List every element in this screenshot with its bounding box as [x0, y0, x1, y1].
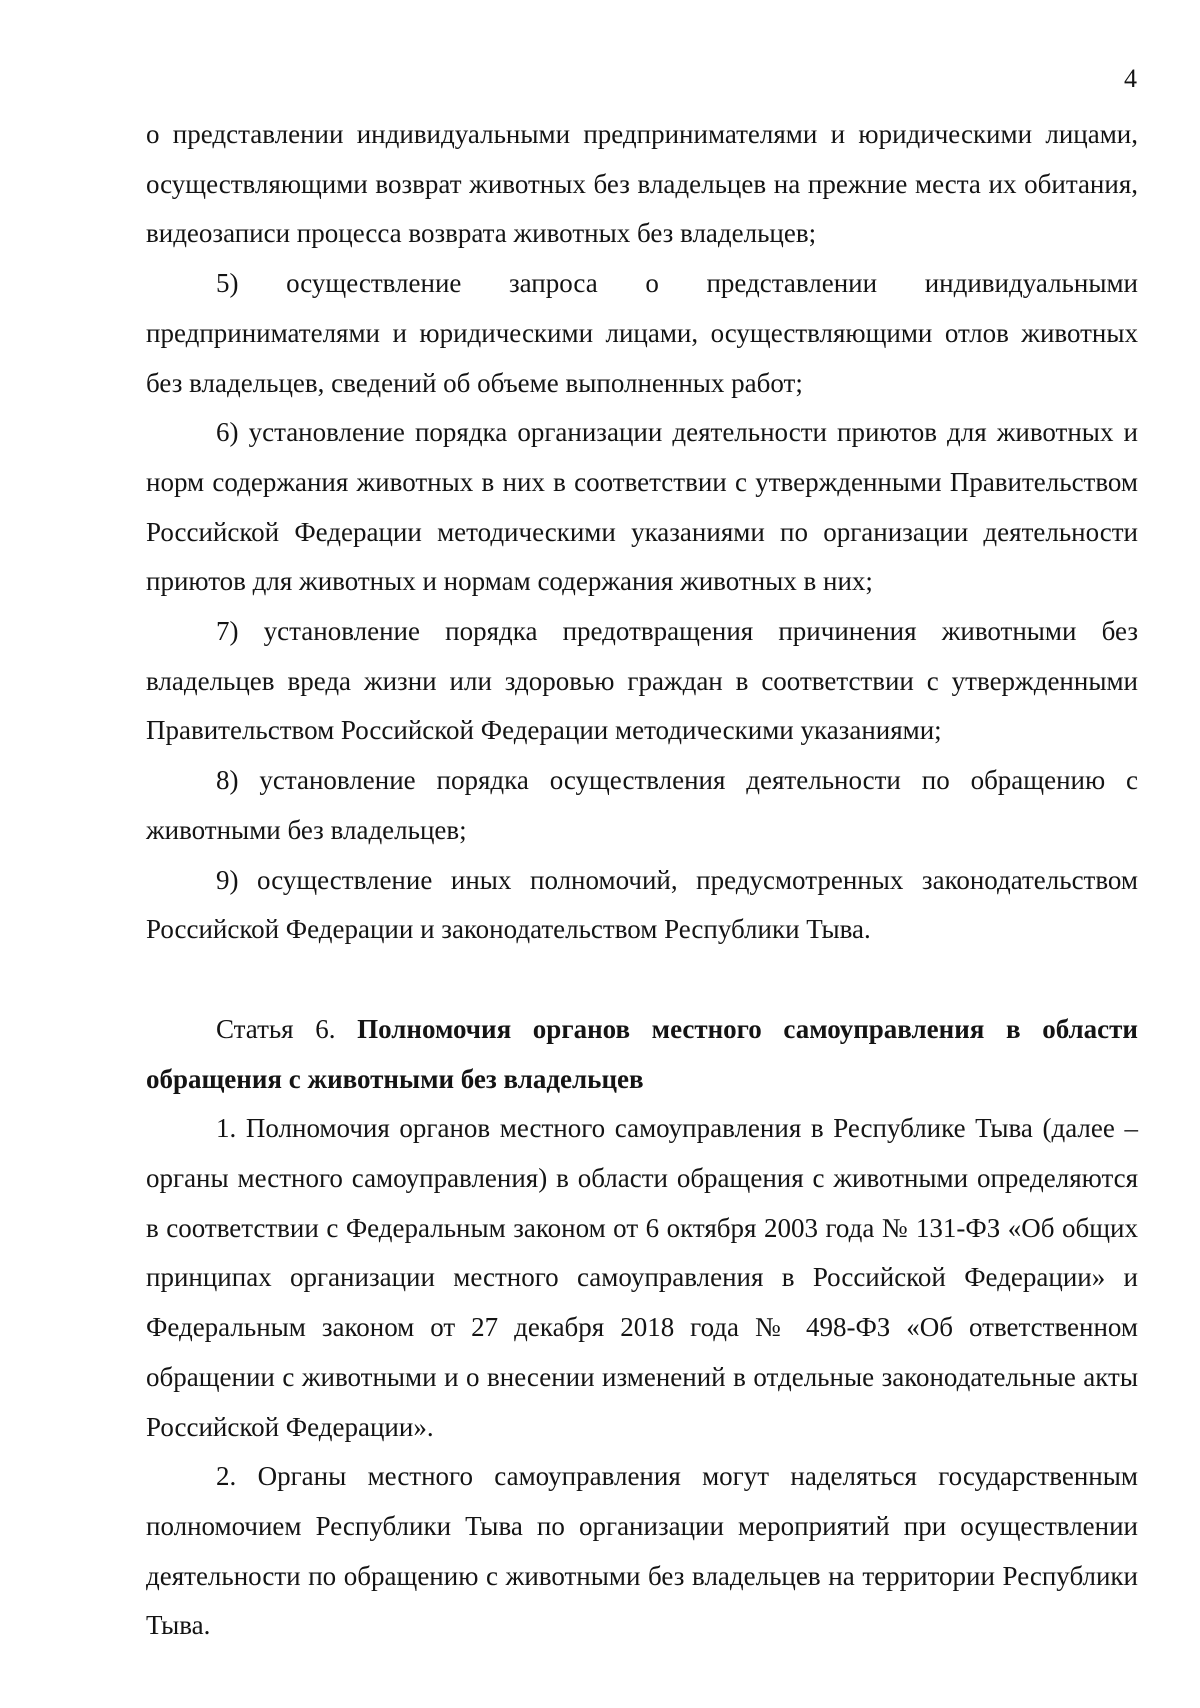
paragraph: 6) установление порядка организации деятельности приютов для животных и норм содержания животных в них в соответствии с утвержденными Правительством Российской Федерации методическими указаниями по организации деятельности приютов для животных и нормам содержания животных в них; — [146, 417, 1138, 597]
section-gap — [146, 955, 1138, 1005]
paragraphs-after — [146, 1104, 1138, 1651]
paragraph: 2. Органы местного самоуправления могут наделяться государственным полномочием Республики Тыва по организации мероприятий при осуществлении деятельности по обращению с животными без владельцев на территории Республики Тыва. — [146, 1461, 1138, 1641]
paragraph: о представлении индивидуальными предпринимателями и юридическими лицами, осуществляющими возврат животных без владельцев на прежние места их обитания, видеозаписи процесса возврата животных без владельцев; — [146, 119, 1138, 249]
paragraph: 8) установление порядка осуществления деятельности по обращению с животными без владельцев; — [146, 765, 1138, 845]
paragraphs-before — [146, 110, 1138, 955]
page-number: 4 — [1124, 64, 1137, 93]
paragraph: 9) осуществление иных полномочий, предусмотренных законодательством Российской Федерации и законодательством Республики Тыва. — [146, 864, 1138, 945]
article-label: Статья 6. — [216, 1013, 358, 1044]
paragraph: 5) осуществление запроса о представлении индивидуальными предпринимателями и юридическими лицами, осуществляющими отлов животных без владельцев, сведений об объеме выполненных работ; — [146, 268, 1138, 398]
article-title: Полномочия органов местного самоуправления в области обращения с животными без владельцев — [146, 1013, 1138, 1094]
paragraph: 1. Полномочия органов местного самоуправления в Республике Тыва (далее – органы местного самоуправления) в области обращения с животными определяются в соответствии с Федеральным законом от 6 октября 2003 года № 131-ФЗ «Об общих принципах организации местного самоуправления в Российской Федерации» и Федеральным законом от 27 декабря 2018 года № 498-ФЗ «Об ответственном обращении с животными и о внесении изменений в отдельные законодательные акты Российской Федерации». — [146, 1113, 1138, 1442]
article-heading — [146, 1005, 1138, 1104]
paragraph: 7) установление порядка предотвращения причинения животными без владельцев вреда жизни или здоровью граждан в соответствии с утвержденными Правительством Российской Федерации методическими указаниями; — [146, 616, 1138, 746]
document-body — [146, 110, 1138, 1651]
